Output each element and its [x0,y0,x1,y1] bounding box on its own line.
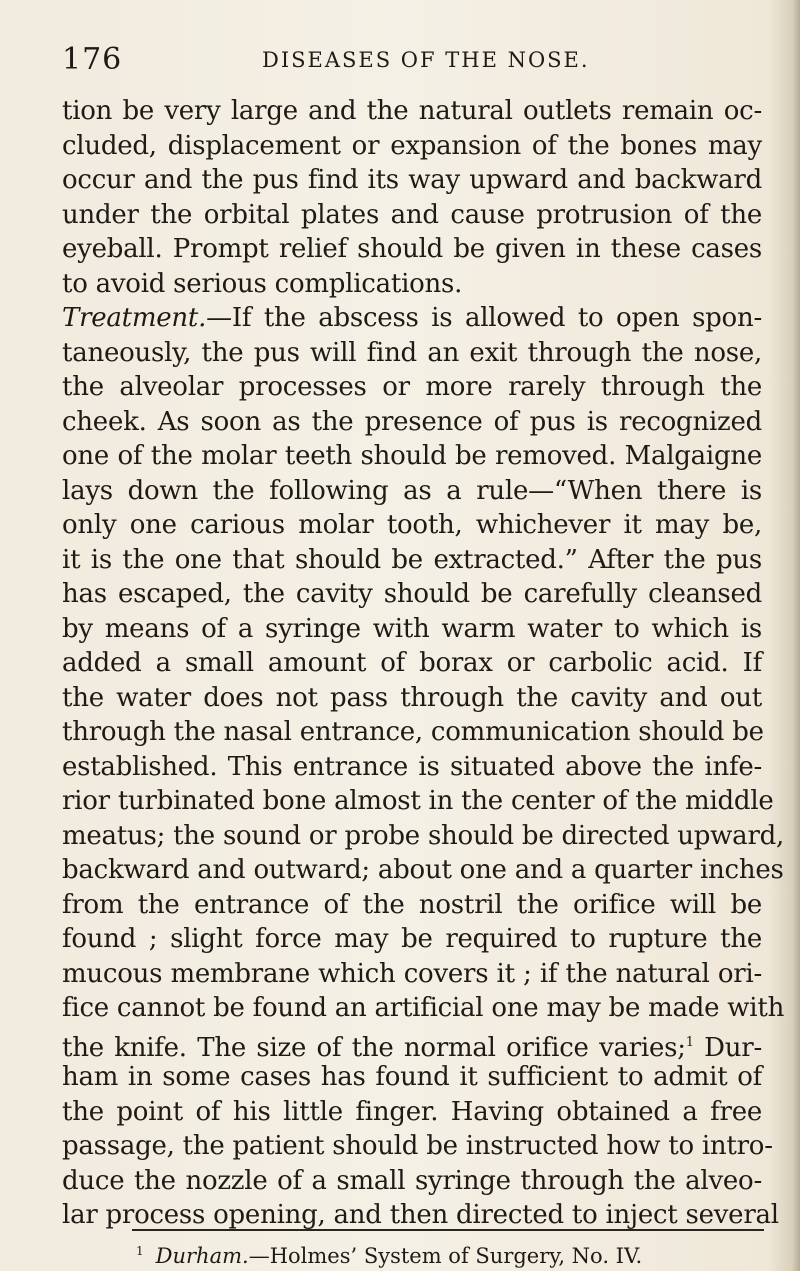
text-line: to avoid serious complications. [62,268,463,299]
footnote-marker: 1 [136,1244,144,1258]
text-line [62,301,762,336]
text-line: lar process opening, and then directed to inject several [62,1200,779,1230]
running-head: DISEASES OF THE NOSE. [262,48,590,72]
text-line: it is the one that should be extracted.” After the pus [62,544,762,575]
text-line: from the entrance of the nostril the orifice will be [62,889,762,920]
text-line: by means of a syringe with warm water to which is [62,613,762,644]
footnote-divider [132,1229,764,1231]
treatment-heading: Treatment. [62,303,207,333]
text-line: eyeball. Prompt relief should be given in these cases [62,234,762,264]
body-text [62,94,785,1233]
text-line: ham in some cases has found it sufficient to admit of [62,1062,762,1092]
text-line: one of the molar teeth should be removed. Malgaigne [62,441,762,471]
text-line-rest: —If the abscess is allowed to open spon- [206,303,762,333]
text-line: mucous membrane which covers it ; if the natural ori- [62,958,762,989]
footnote-text: —Holmes’ System of Surgery, No. IV. [248,1244,643,1268]
text-line: backward and outward; about one and a quarter inches [62,855,784,885]
page-number: 176 [62,42,123,77]
text-line: cluded, displacement or expansion of the bones may [62,130,762,161]
text-line: passage, the patient should be instructed how to intro- [62,1131,773,1161]
text-line-start: the knife. The size of the normal orifice varies; [62,1032,686,1063]
text-line: the water does not pass through the cavity and out [62,682,762,713]
text-line: established. This entrance is situated above the infe- [62,751,762,782]
text-line: the alveolar processes or more rarely through the [62,372,762,402]
text-line: the point of his little finger. Having obtained a free [62,1096,762,1127]
text-line: rior turbinated bone almost in the center of the middle [62,786,774,816]
text-line: duce the nozzle of a small syringe through the alveo- [62,1165,762,1196]
text-line: taneously, the pus will find an exit through the nose, [62,337,762,368]
text-line: found ; slight force may be required to rupture the [62,924,762,954]
text-line: meatus; the sound or probe should be directed upward, [62,820,785,851]
text-line: fice cannot be found an artificial one may be made with [62,993,785,1023]
text-line: occur and the pus find its way upward and backward [62,165,762,195]
text-line: lays down the following as a rule—“When there is [62,475,762,506]
footnote-author: Durham. [155,1244,249,1268]
text-line: cheek. As soon as the presence of pus is recognized [62,406,762,437]
text-line: tion be very large and the natural outlets remain oc- [62,96,762,126]
text-line: only one carious molar tooth, whichever it may be, [62,510,762,540]
text-line: through the nasal entrance, communication should be [62,717,764,747]
footnote-reference: 1 [685,1034,694,1050]
page-header [62,40,762,80]
text-line: has escaped, the cavity should be carefully cleansed [62,579,762,609]
text-line-end: Dur- [693,1032,762,1063]
footnote [136,1244,642,1268]
text-line: added a small amount of borax or carbolic acid. If [62,648,762,678]
text-line: under the orbital plates and cause protrusion of the [62,199,762,230]
text-line [62,1026,762,1061]
